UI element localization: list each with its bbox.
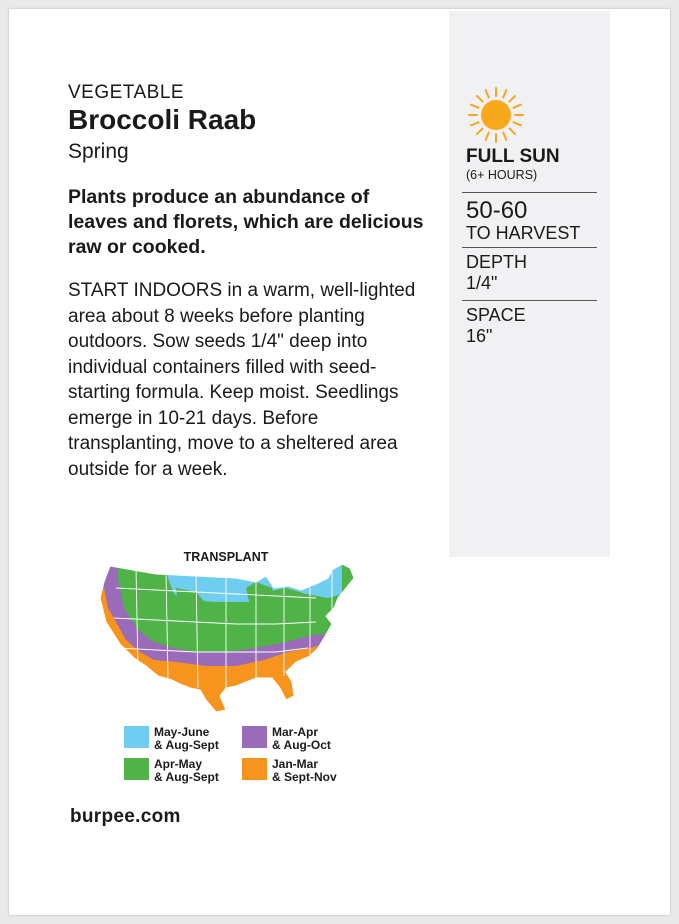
- plant-description: Plants produce an abundance of leaves and florets, which are delicious raw or cooked.: [68, 186, 424, 258]
- plant-season: Spring: [68, 140, 129, 163]
- depth-label: DEPTH: [466, 252, 528, 272]
- divider: [462, 247, 597, 248]
- space-label: SPACE: [466, 305, 526, 325]
- legend-item: Apr-May & Aug-Sept: [124, 758, 219, 784]
- website-link[interactable]: burpee.com: [70, 806, 181, 827]
- map-legend: [124, 726, 384, 788]
- legend-item: May-June & Aug-Sept: [124, 726, 219, 752]
- divider: [462, 300, 597, 301]
- legend-item: Jan-Mar & Sept-Nov: [242, 758, 337, 784]
- days-to-harvest: 50-60: [466, 197, 528, 224]
- space-value: 16": [466, 326, 493, 346]
- sun-icon: [467, 86, 525, 144]
- legend-swatch: [242, 758, 267, 780]
- legend-swatch: [124, 726, 149, 748]
- depth-value: 1/4": [466, 273, 498, 293]
- sun-subtitle: (6+ HOURS): [466, 168, 538, 182]
- days-label: TO HARVEST: [466, 223, 581, 243]
- planting-zone-map: [96, 548, 376, 728]
- map-title: TRANSPLANT: [183, 550, 269, 564]
- divider: [462, 192, 597, 193]
- legend-swatch: [124, 758, 149, 780]
- sowing-instructions: START INDOORS in a warm, well-lighted area about 8 weeks before planting outdoors. Sow seeds 1/4" deep into individual containers filled with seed-starting formula. Keep moist. Seedlings emerge in 10-21 days. Before transplanting, move to a sheltered area outside for a week.: [68, 280, 416, 480]
- legend-swatch: [242, 726, 267, 748]
- sun-title: FULL SUN: [466, 146, 560, 167]
- plant-name: Broccoli Raab: [68, 104, 257, 135]
- legend-item: Mar-Apr & Aug-Oct: [242, 726, 331, 752]
- plant-category: VEGETABLE: [68, 82, 185, 103]
